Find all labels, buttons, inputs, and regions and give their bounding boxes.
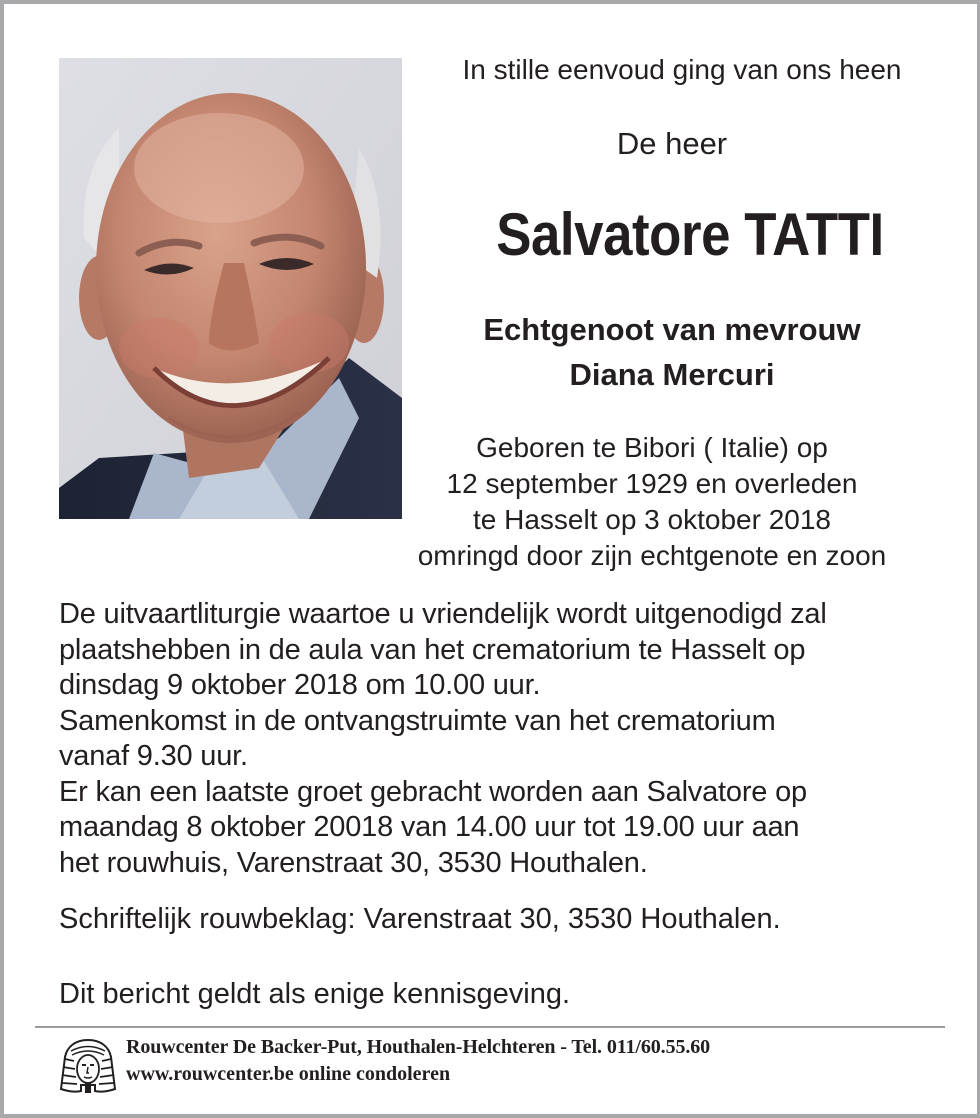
body-line: vanaf 9.30 uur. <box>59 740 248 772</box>
footer-website[interactable]: www.rouwcenter.be online condoleren <box>126 1063 451 1085</box>
condolence-address: Schriftelijk rouwbeklag: Varenstraat 30, 3530 Houthalen. <box>59 903 781 935</box>
birth-line: te Hasselt op 3 oktober 2018 <box>472 504 831 535</box>
funeral-details <box>59 597 949 881</box>
birth-line: 12 september 1929 en overleden <box>446 468 858 499</box>
spouse-line-1: Echtgenoot van mevrouw <box>483 312 861 347</box>
body-line: plaatshebben in de aula van het crematorium te Hasselt op <box>59 633 806 666</box>
body-line: Samenkomst in de ontvangstruimte van het crematorium <box>59 704 776 737</box>
body-line: Er kan een laatste groet gebracht worden aan Salvatore op <box>59 775 807 808</box>
pharaoh-head-icon <box>59 1037 117 1095</box>
body-line: De uitvaartliturgie waartoe u vriendelijk wordt uitgenodigd zal <box>59 598 827 630</box>
birth-line: Geboren te Bibori ( Italie) op <box>476 432 828 463</box>
body-line: maandag 8 oktober 20018 van 14.00 uur tot 19.00 uur aan <box>59 811 800 843</box>
spouse-line-2: Diana Mercuri <box>569 357 775 392</box>
body-line: dinsdag 9 oktober 2018 om 10.00 uur. <box>59 669 541 701</box>
footer-company-info: Rouwcenter De Backer-Put, Houthalen-Helchteren - Tel. 011/60.55.60 <box>126 1036 711 1058</box>
intro-text: In stille eenvoud ging van ons heen <box>462 54 902 85</box>
deceased-name: Salvatore TATTI <box>496 201 884 268</box>
notice-text: Dit bericht geldt als enige kennisgeving. <box>59 978 571 1010</box>
body-line: het rouwhuis, Varenstraat 30, 3530 Houthalen. <box>59 846 648 879</box>
birth-line: omringd door zijn echtgenote en zoon <box>417 540 887 571</box>
birth-death-info <box>382 430 922 574</box>
footer-divider <box>35 1026 945 1028</box>
honorific-title: De heer <box>616 126 728 161</box>
portrait-photo <box>59 58 402 519</box>
